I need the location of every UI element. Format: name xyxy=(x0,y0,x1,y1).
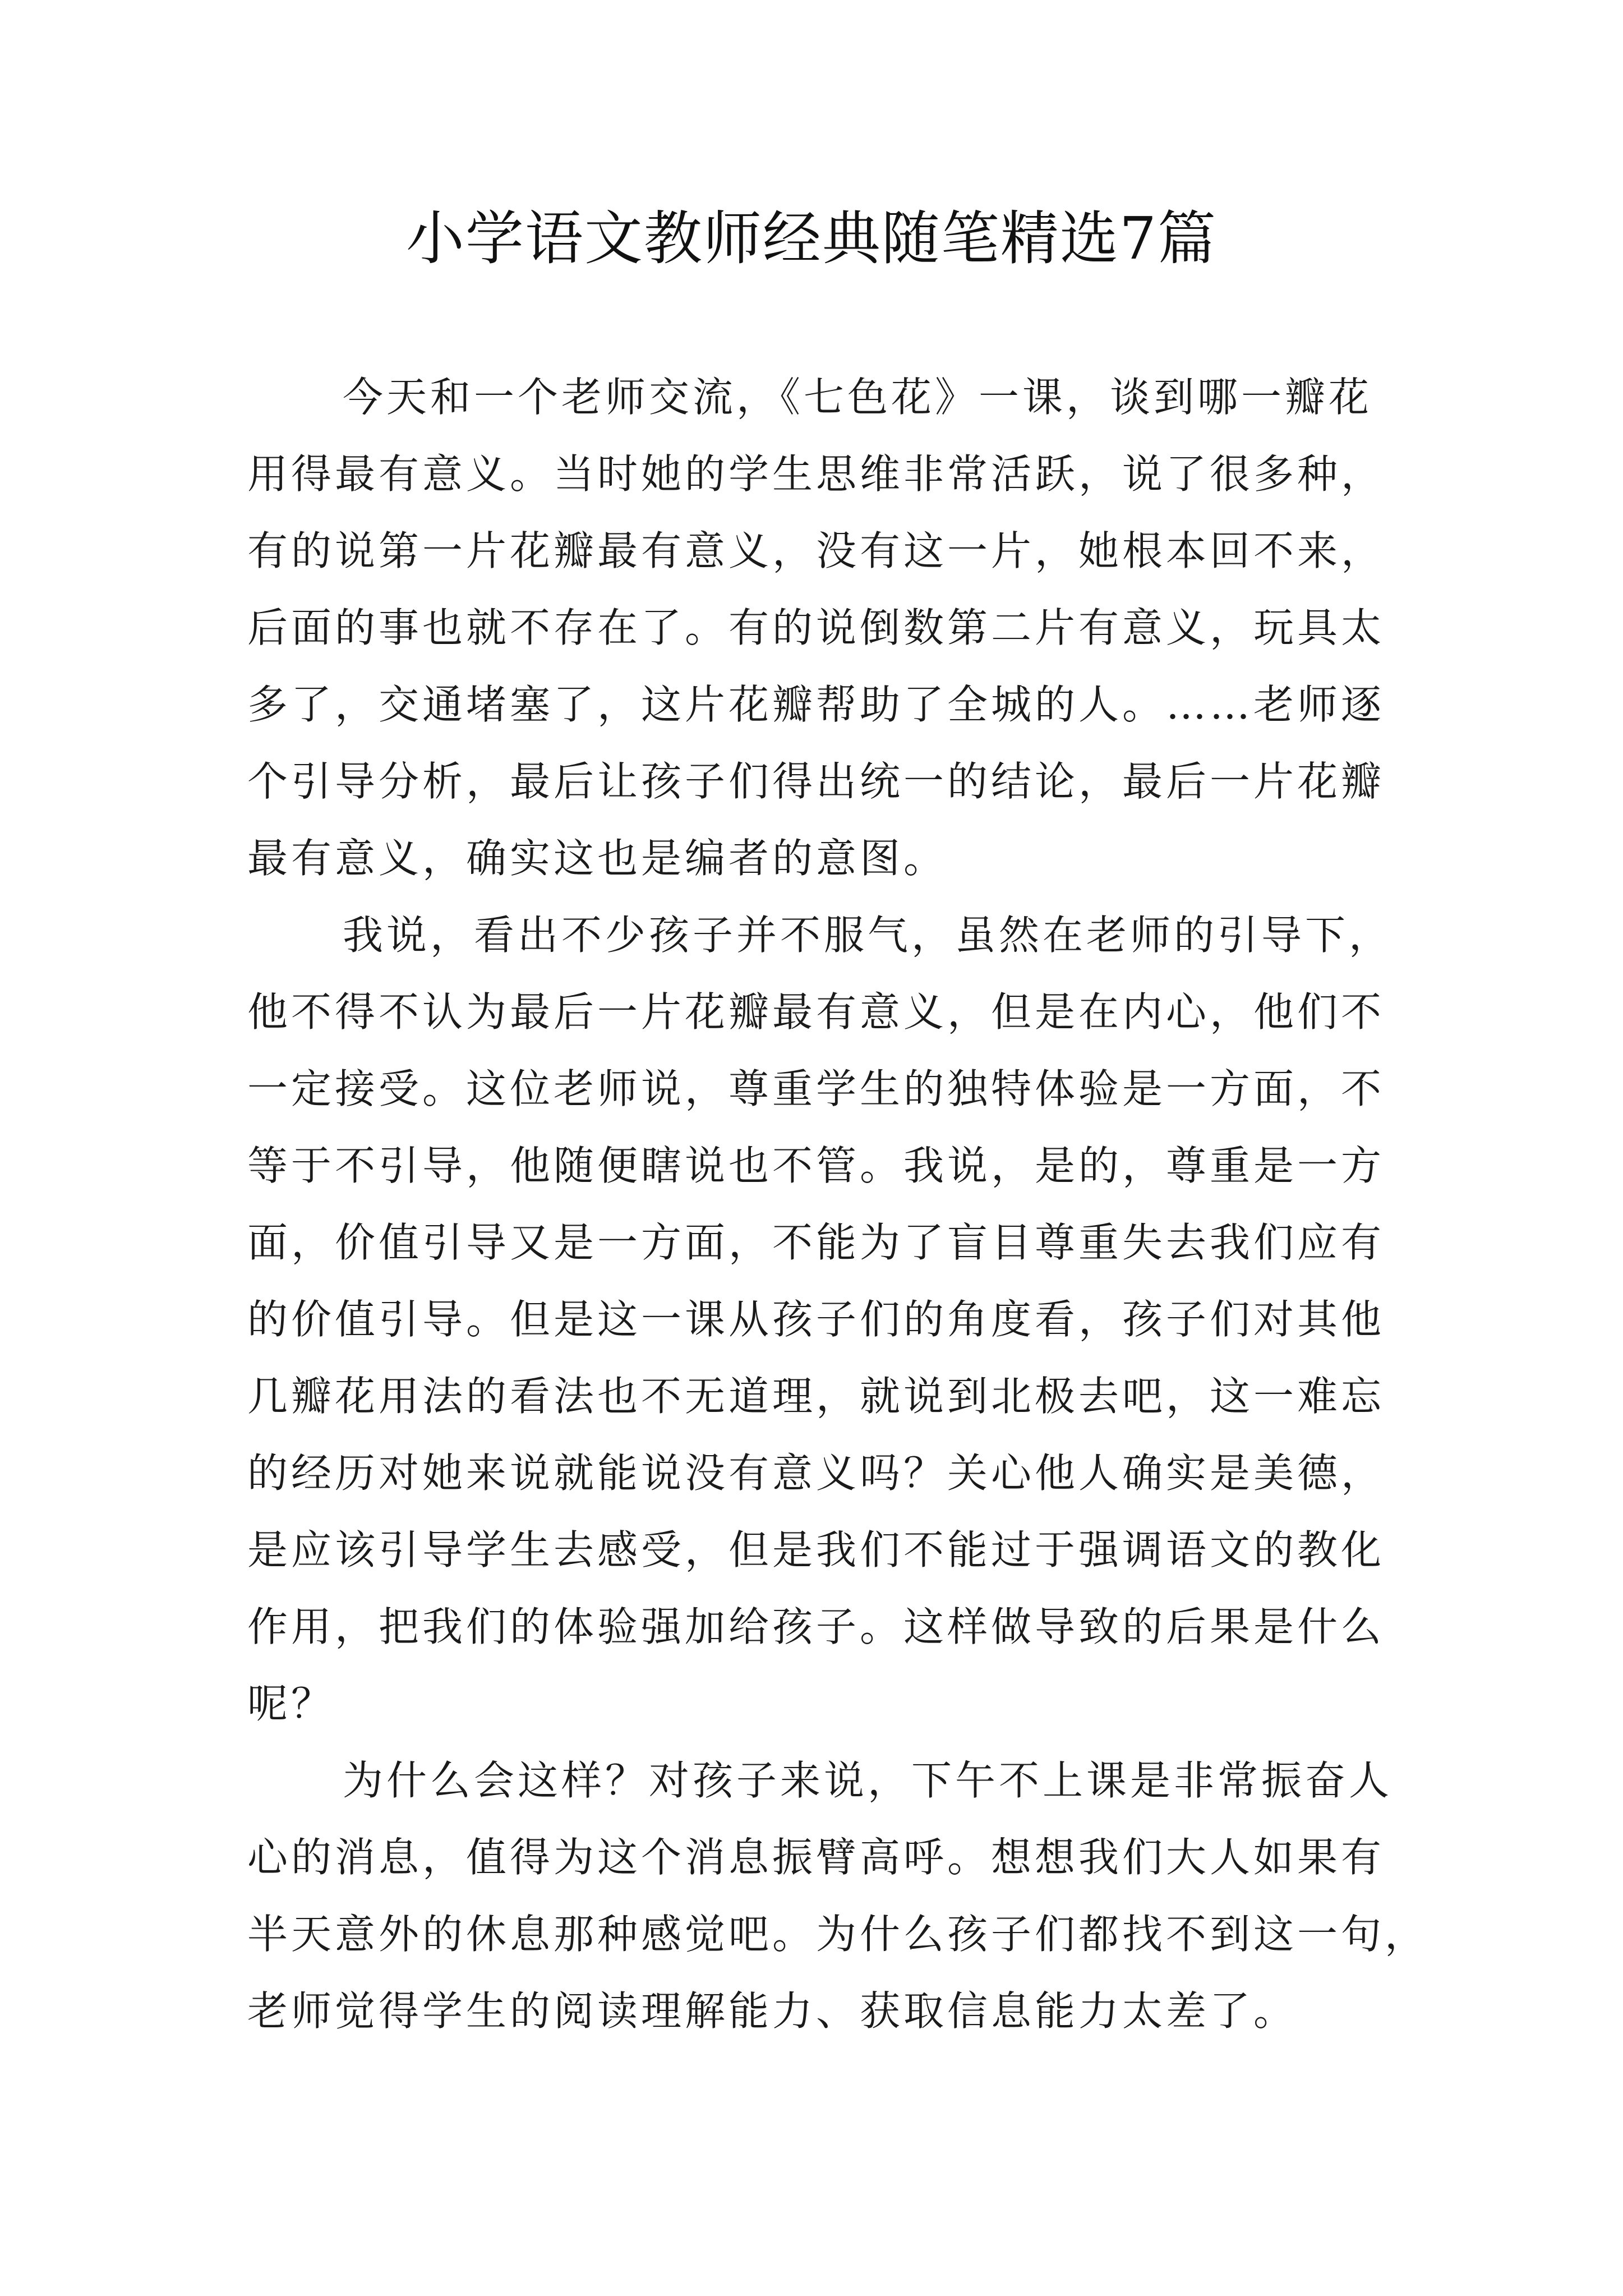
document-title: 小学语文教师经典随笔精选7篇 xyxy=(405,204,1218,273)
paragraph-line: 后面的事也就不存在了。有的说倒数第二片有意义，玩具太 xyxy=(247,604,1385,651)
paragraph-line: 一定接受。这位老师说，尊重学生的独特体验是一方面，不 xyxy=(247,1065,1385,1112)
paragraph-line: 面，价值引导又是一方面，不能为了盲目尊重失去我们应有 xyxy=(247,1219,1385,1266)
paragraph-line: 老师觉得学生的阅读理解能力、获取信息能力太差了。 xyxy=(247,1987,1298,2035)
paragraph-line: 几瓣花用法的看法也不无道理，就说到北极去吧，这一难忘 xyxy=(247,1373,1385,1420)
paragraph-line: 为什么会这样？对孩子来说，下午不上课是非常振奋人 xyxy=(343,1757,1393,1804)
paragraph-line: 等于不引导，他随便瞎说也不管。我说，是的，尊重是一方 xyxy=(247,1142,1385,1189)
paragraph-line: 个引导分析，最后让孩子们得出统一的结论，最后一片花瓣 xyxy=(247,758,1385,805)
paragraph-line: 心的消息，值得为这个消息振臂高呼。想想我们大人如果有 xyxy=(247,1834,1385,1881)
paragraph-line: 多了，交通堵塞了，这片花瓣帮助了全城的人。……老师逐 xyxy=(247,681,1385,728)
paragraph-line: 呢？ xyxy=(247,1680,335,1727)
paragraph-line: 的价值引导。但是这一课从孩子们的角度看，孩子们对其他 xyxy=(247,1296,1385,1343)
paragraph-line: 是应该引导学生去感受，但是我们不能过于强调语文的教化 xyxy=(247,1526,1385,1573)
paragraph-3 xyxy=(247,1742,1429,2050)
paragraph-line: 我说，看出不少孩子并不服气，虽然在老师的引导下， xyxy=(343,912,1393,959)
paragraph-line: 的经历对她来说就能说没有意义吗？关心他人确实是美德， xyxy=(247,1450,1385,1497)
paragraph-line: 作用，把我们的体验强加给孩子。这样做导致的后果是什么 xyxy=(247,1603,1385,1650)
paragraph-line: 用得最有意义。当时她的学生思维非常活跃，说了很多种， xyxy=(247,450,1385,498)
paragraph-line: 他不得不认为最后一片花瓣最有意义，但是在内心，他们不 xyxy=(247,988,1385,1036)
paragraph-line: 有的说第一片花瓣最有意义，没有这一片，她根本回不来， xyxy=(247,527,1385,574)
paragraph-line: 今天和一个老师交流，《七色花》一课，谈到哪一瓣花 xyxy=(343,374,1373,421)
document-body xyxy=(247,359,1429,2050)
paragraph-line: 半天意外的休息那种感觉吧。为什么孩子们都找不到这一句， xyxy=(247,1911,1429,1958)
paragraph-1 xyxy=(247,359,1386,897)
paragraph-line: 最有意义，确实这也是编者的意图。 xyxy=(247,835,948,882)
paragraph-2 xyxy=(247,897,1393,1742)
